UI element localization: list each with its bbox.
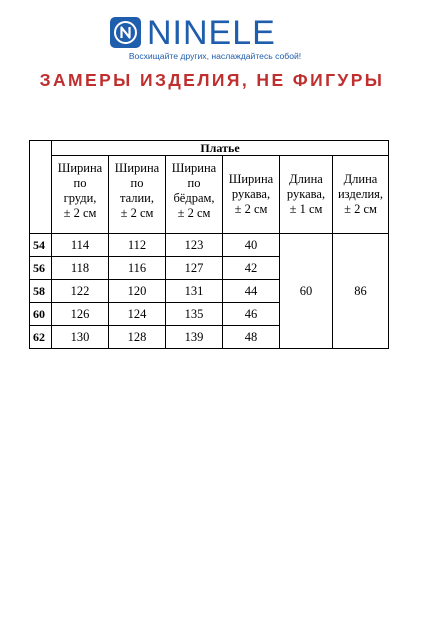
col-header-line: Ширина xyxy=(171,161,217,175)
sleeve-width-cell: 40 xyxy=(223,234,280,257)
sleeve-width-cell: 44 xyxy=(223,280,280,303)
col-header-chest xyxy=(52,156,109,234)
waist-cell: 116 xyxy=(109,257,166,280)
size-cell: 58 xyxy=(30,280,52,303)
hips-cell: 127 xyxy=(166,257,223,280)
col-header-line: по xyxy=(187,176,201,190)
waist-cell: 112 xyxy=(109,234,166,257)
col-header-line: груди, xyxy=(63,191,97,205)
sleeve-width-cell: 42 xyxy=(223,257,280,280)
col-header-line: рукава, xyxy=(286,187,326,201)
sleeve-width-cell: 48 xyxy=(223,326,280,349)
waist-cell: 124 xyxy=(109,303,166,326)
table-header-row xyxy=(30,156,389,234)
col-header-line: по xyxy=(73,176,87,190)
table-row xyxy=(30,234,389,257)
waist-cell: 120 xyxy=(109,280,166,303)
col-header-sleeve-length xyxy=(280,156,333,234)
logo-badge-icon xyxy=(110,17,141,48)
size-header-cell xyxy=(30,141,52,234)
col-header-hips xyxy=(166,156,223,234)
hips-cell: 139 xyxy=(166,326,223,349)
col-header-line: ± 1 см xyxy=(289,202,323,216)
col-header-line: Длина xyxy=(289,172,323,186)
size-cell: 60 xyxy=(30,303,52,326)
col-header-line: Длина xyxy=(343,172,378,186)
chest-cell: 118 xyxy=(52,257,109,280)
brand-name: NINELE xyxy=(147,14,276,52)
size-cell: 62 xyxy=(30,326,52,349)
page-headline: ЗАМЕРЫ ИЗДЕЛИЯ, НЕ ФИГУРЫ xyxy=(39,70,385,90)
chest-cell: 122 xyxy=(52,280,109,303)
sleeve-length-cell: 60 xyxy=(280,234,333,349)
garment-title: Платье xyxy=(52,141,389,156)
col-header-waist xyxy=(109,156,166,234)
col-header-line: изделия, xyxy=(337,187,384,201)
col-header-line: ± 2 см xyxy=(177,206,211,220)
col-header-line: ± 2 см xyxy=(120,206,154,220)
product-length-cell: 86 xyxy=(333,234,389,349)
col-header-line: Ширина xyxy=(114,161,160,175)
hips-cell: 131 xyxy=(166,280,223,303)
col-header-product-length xyxy=(333,156,389,234)
size-cell: 54 xyxy=(30,234,52,257)
col-header-line: по xyxy=(130,176,144,190)
brand-logo xyxy=(110,14,320,65)
col-header-line: ± 2 см xyxy=(63,206,97,220)
chest-cell: 130 xyxy=(52,326,109,349)
chest-cell: 126 xyxy=(52,303,109,326)
col-header-line: ± 2 см xyxy=(344,202,377,216)
col-header-line: Ширина xyxy=(228,172,274,186)
col-header-line: рукава, xyxy=(231,187,271,201)
table-title-row xyxy=(30,141,389,156)
waist-cell: 128 xyxy=(109,326,166,349)
size-table xyxy=(29,140,389,349)
col-header-line: талии, xyxy=(119,191,154,205)
brand-tagline: Восхищайте других, наслаждайтесь собой! xyxy=(128,51,302,61)
col-header-line: бёдрам, xyxy=(173,191,215,205)
col-header-sleeve-width xyxy=(223,156,280,234)
sleeve-width-cell: 46 xyxy=(223,303,280,326)
hips-cell: 123 xyxy=(166,234,223,257)
chest-cell: 114 xyxy=(52,234,109,257)
col-header-line: ± 2 см xyxy=(234,202,268,216)
size-cell: 56 xyxy=(30,257,52,280)
col-header-line: Ширина xyxy=(57,161,103,175)
hips-cell: 135 xyxy=(166,303,223,326)
